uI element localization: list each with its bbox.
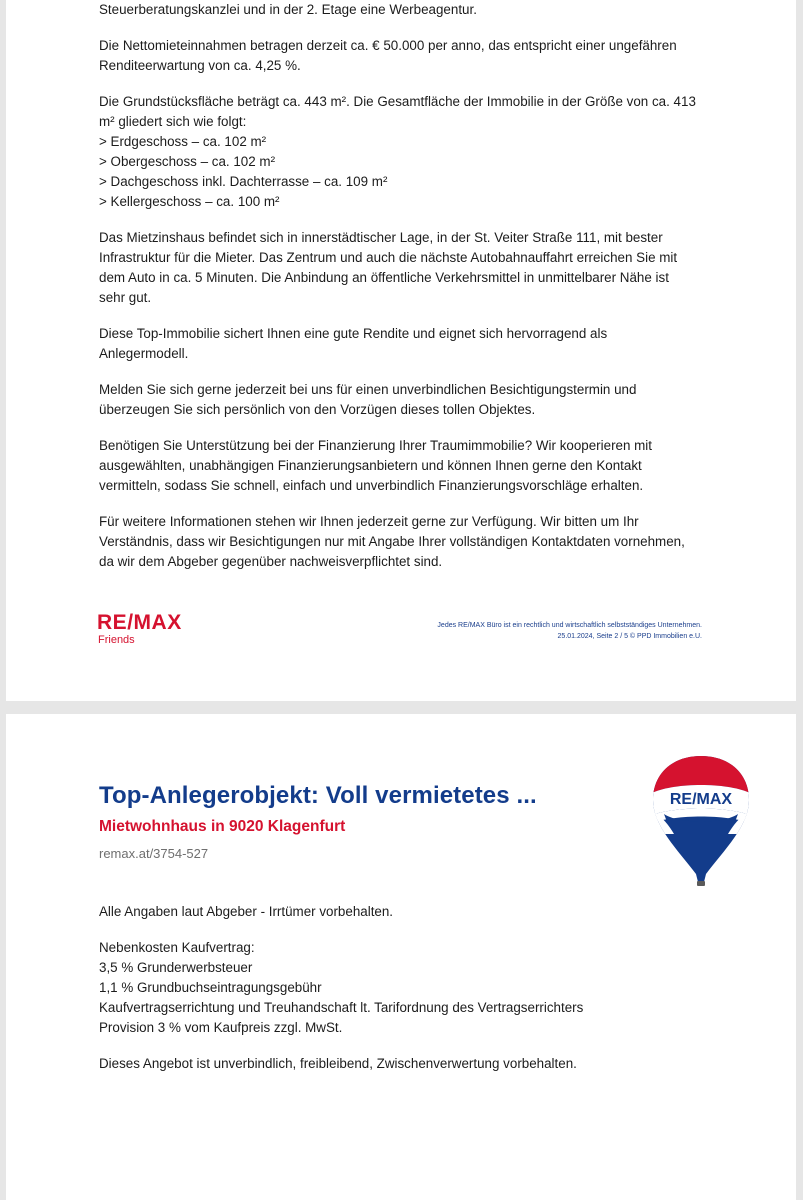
text-line: Dieses Angebot ist unverbindlich, freibleibend, Zwischenverwertung vorbehalten.	[99, 1056, 577, 1071]
remax-wordmark: RE/MAX	[97, 611, 182, 634]
text-line: Diese Top-Immobilie sichert Ihnen eine gute Rendite und eignet sich hervorragend als	[99, 326, 608, 341]
text-line: Die Grundstücksfläche beträgt ca. 443 m². Die Gesamtfläche der Immobilie in der Größe von ca. 413	[99, 94, 696, 109]
text-line: Nebenkosten Kaufvertrag:	[99, 940, 255, 955]
text-line: Für weitere Informationen stehen wir Ihnen jederzeit gerne zur Verfügung. Wir bitten um Ihr	[99, 514, 639, 529]
paragraph	[99, 0, 709, 20]
remax-balloon-logo	[650, 754, 752, 888]
text-line: Benötigen Sie Unterstützung bei der Finanzierung Ihrer Traumimmobilie? Wir kooperieren mit	[99, 438, 652, 453]
remax-friends-logo	[97, 612, 207, 646]
text-line: überzeugen Sie sich persönlich von den Vorzügen dieses tollen Objektes.	[99, 402, 536, 417]
paragraph	[99, 436, 709, 496]
paragraph	[99, 324, 709, 364]
text-line: > Obergeschoss – ca. 102 m²	[99, 154, 276, 169]
paragraph	[99, 228, 709, 308]
paragraph	[99, 36, 709, 76]
page-footer	[437, 620, 702, 642]
text-line: m² gliedert sich wie folgt:	[99, 114, 247, 129]
balloon-wordmark: RE/MAX	[669, 791, 733, 808]
paragraph	[99, 92, 709, 212]
text-line: sehr gut.	[99, 290, 152, 305]
text-line: Alle Angaben laut Abgeber - Irrtümer vorbehalten.	[99, 904, 394, 919]
footer-disclaimer: Jedes RE/MAX Büro ist ein rechtlich und wirtschaftlich selbstständiges Unternehmen.	[437, 622, 702, 629]
paragraph	[99, 1054, 709, 1074]
text-line: Provision 3 % vom Kaufpreis zzgl. MwSt.	[99, 1020, 343, 1035]
listing-title: Top-Anlegerobjekt: Voll vermietetes ...	[99, 782, 537, 809]
text-line: > Erdgeschoss – ca. 102 m²	[99, 134, 267, 149]
page-2-body	[99, 0, 709, 588]
paragraph	[99, 512, 709, 572]
text-line: dem Auto in ca. 5 Minuten. Die Anbindung an öffentliche Verkehrsmittel in unmittelbarer Nähe ist	[99, 270, 669, 285]
text-line: Das Mietzinshaus befindet sich in innerstädtischer Lage, in der St. Veiter Straße 111, mit bester	[99, 230, 663, 245]
text-line: Anlegermodell.	[99, 346, 189, 361]
footer-page-info: 25.01.2024, Seite 2 / 5 © PPD Immobilien e.U.	[557, 633, 702, 640]
text-line: Infrastruktur für die Mieter. Das Zentrum und auch die nächste Autobahnauffahrt erreichen Sie mit	[99, 250, 678, 265]
text-line: Renditeerwartung von ca. 4,25 %.	[99, 58, 301, 73]
text-line: 3,5 % Grunderwerbsteuer	[99, 960, 253, 975]
paragraph	[99, 938, 709, 1038]
listing-reference: remax.at/3754-527	[99, 846, 209, 861]
text-line: Kaufvertragserrichtung und Treuhandschaft lt. Tarifordnung des Vertragserrichters	[99, 1000, 584, 1015]
text-line: Steuerberatungskanzlei und in der 2. Etage eine Werbeagentur.	[99, 2, 477, 17]
page-3-body	[99, 902, 709, 1090]
text-line: ausgewählten, unabhängigen Finanzierungsanbietern und können Ihnen gerne den Kontakt	[99, 458, 642, 473]
paragraph	[99, 902, 709, 922]
logo-office-name: Friends	[98, 634, 135, 646]
text-line: vermitteln, sodass Sie schnell, einfach und unverbindlich Finanzierungsvorschläge erhalten.	[99, 478, 644, 493]
paragraph	[99, 380, 709, 420]
document-page-2	[6, 0, 796, 701]
text-line: da wir dem Abgeber gegenüber nachweisverpflichtet sind.	[99, 554, 443, 569]
listing-subtitle: Mietwohnhaus in 9020 Klagenfurt	[99, 818, 346, 835]
text-line: Melden Sie sich gerne jederzeit bei uns für einen unverbindlichen Besichtigungstermin und	[99, 382, 637, 397]
document-page-3	[6, 714, 796, 1200]
text-line: 1,1 % Grundbuchseintragungsgebühr	[99, 980, 322, 995]
text-line: > Kellergeschoss – ca. 100 m²	[99, 194, 280, 209]
text-line: Verständnis, dass wir Besichtigungen nur mit Angabe Ihrer vollständigen Kontaktdaten vornehmen,	[99, 534, 685, 549]
text-line: > Dachgeschoss inkl. Dachterrasse – ca. 109 m²	[99, 174, 388, 189]
text-line: Die Nettomieteinnahmen betragen derzeit ca. € 50.000 per anno, das entspricht einer ungefähren	[99, 38, 677, 53]
